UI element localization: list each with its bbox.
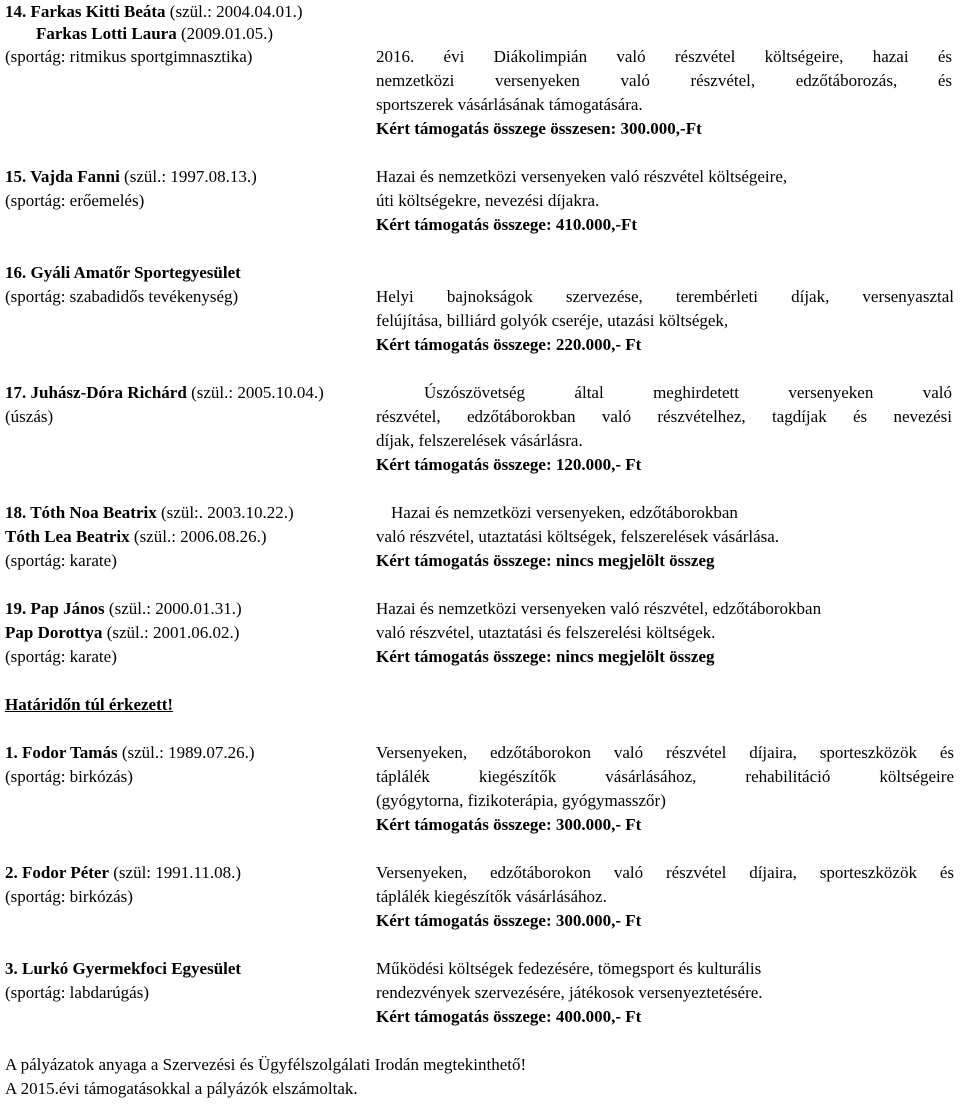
entry-14-desc-line-2: nemzetközi versenyeken való részvétel, edzőtáborozás, és	[376, 71, 952, 90]
late-entry-2-desc-line-1: Versenyeken, edzőtáborokon való részvétel díjaira, sporteszközök és	[376, 863, 954, 882]
late-entry-1-desc-line-1: Versenyeken, edzőtáborokon való részvétel díjaira, sporteszközök és	[376, 743, 954, 762]
entry-17-name: 17. Juhász-Dóra Richárd (szül.: 2005.10.04.)	[5, 383, 324, 402]
entry-17-desc-line-3: díjak, felszerelések vásárlásra.	[376, 431, 583, 450]
late-entry-2-name: 2. Fodor Péter (szül: 1991.11.08.)	[5, 863, 242, 882]
entry-17-sport: (úszás)	[5, 407, 54, 426]
entry-16-desc-line-2: felújítása, billiárd golyók cseréje, utazási költségek,	[376, 311, 729, 330]
entry-17-desc-line-2: részvétel, edzőtáborokban való részvételhez, tagdíjak és nevezési	[376, 407, 952, 426]
entry-18-name-line-1: 18. Tóth Noa Beatrix (szül:. 2003.10.22.)	[5, 503, 294, 522]
entry-15-sport: (sportág: erőemelés)	[5, 191, 145, 210]
entry-19-sport: (sportág: karate)	[5, 647, 117, 666]
entry-14-sport: (sportág: ritmikus sportgimnasztika)	[5, 47, 253, 66]
late-entry-1-desc-line-2: táplálék kiegészítők vásárlásához, rehabilitáció költségeire	[376, 767, 954, 786]
entry-18-desc-line-2: való részvétel, utaztatási költségek, felszerelések vásárlása.	[376, 527, 780, 546]
entry-16-name: 16. Gyáli Amatőr Sportegyesület	[5, 263, 241, 282]
entry-16-sport: (sportág: szabadidős tevékenység)	[5, 287, 239, 306]
late-entry-2-desc-line-2: táplálék kiegészítők vásárlásához.	[376, 887, 607, 906]
entry-14-amount: Kért támogatás összege összesen: 300.000,-Ft	[376, 119, 702, 138]
late-entry-3-desc-line-1: Működési költségek fedezésére, tömegsport és kulturális	[376, 959, 762, 978]
entry-18-amount: Kért támogatás összege: nincs megjelölt összeg	[376, 551, 715, 570]
entry-16-desc-line-1: Helyi bajnokságok szervezése, terembérleti díjak, versenyasztal	[376, 287, 954, 306]
late-entry-1-desc-line-3: (gyógytorna, fizikoterápia, gyógymasszőr)	[376, 791, 666, 810]
entry-18-sport: (sportág: karate)	[5, 551, 117, 570]
late-entry-3-desc-line-2: rendezvények szervezésére, játékosok versenyeztetésére.	[376, 983, 763, 1002]
entry-17-desc-line-1: Úszószövetség által meghirdetett versenyeken való	[424, 383, 952, 402]
late-entry-2-sport: (sportág: birkózás)	[5, 887, 133, 906]
late-entry-1-amount: Kért támogatás összege: 300.000,- Ft	[376, 815, 642, 834]
late-entry-1-name: 1. Fodor Tamás (szül.: 1989.07.26.)	[5, 743, 255, 762]
entry-14-desc-line-1: 2016. évi Diákolimpián való részvétel költségeire, hazai és	[376, 47, 952, 66]
late-entry-2-amount: Kért támogatás összege: 300.000,- Ft	[376, 911, 642, 930]
entry-19-desc-line-2: való részvétel, utaztatási és felszerelési költségek.	[376, 623, 716, 642]
entry-17-amount: Kért támogatás összege: 120.000,- Ft	[376, 455, 642, 474]
entry-15-desc-line-2: úti költségekre, nevezési díjakra.	[376, 191, 600, 210]
entry-18-name-line-2: Tóth Lea Beatrix (szül.: 2006.08.26.)	[5, 527, 267, 546]
entry-18-desc-line-1: Hazai és nemzetközi versenyeken, edzőtáborokban	[391, 503, 738, 522]
entry-19-amount: Kért támogatás összege: nincs megjelölt összeg	[376, 647, 715, 666]
late-entry-1-sport: (sportág: birkózás)	[5, 767, 133, 786]
footer-note-2: A 2015.évi támogatásokkal a pályázók elszámoltak.	[5, 1079, 358, 1098]
entry-19-desc-line-1: Hazai és nemzetközi versenyeken való részvétel, edzőtáborokban	[376, 599, 822, 618]
entry-16-amount: Kért támogatás összege: 220.000,- Ft	[376, 335, 642, 354]
entry-15-amount: Kért támogatás összege: 410.000,-Ft	[376, 215, 638, 234]
entry-14-desc-line-3: sportszerek vásárlásának támogatására.	[376, 95, 643, 114]
entry-19-name-line-1: 19. Pap János (szül.: 2000.01.31.)	[5, 599, 242, 618]
footer-note-1: A pályázatok anyaga a Szervezési és Ügyfélszolgálati Irodán megtekinthető!	[5, 1055, 527, 1074]
entry-15-desc-line-1: Hazai és nemzetközi versenyeken való részvétel költségeire,	[376, 167, 788, 186]
entry-19-name-line-2: Pap Dorottya (szül.: 2001.06.02.)	[5, 623, 240, 642]
late-submissions-heading: Határidőn túl érkezett!	[5, 695, 174, 714]
late-entry-3-amount: Kért támogatás összege: 400.000,- Ft	[376, 1007, 642, 1026]
late-entry-3-sport: (sportág: labdarúgás)	[5, 983, 149, 1002]
entry-15-name: 15. Vajda Fanni (szül.: 1997.08.13.)	[5, 167, 257, 186]
entry-14-name-line-1: 14. Farkas Kitti Beáta (szül.: 2004.04.01.)	[5, 2, 303, 21]
late-entry-3-name: 3. Lurkó Gyermekfoci Egyesület	[5, 959, 242, 978]
entry-14-name-line-2: Farkas Lotti Laura (2009.01.05.)	[36, 24, 274, 43]
